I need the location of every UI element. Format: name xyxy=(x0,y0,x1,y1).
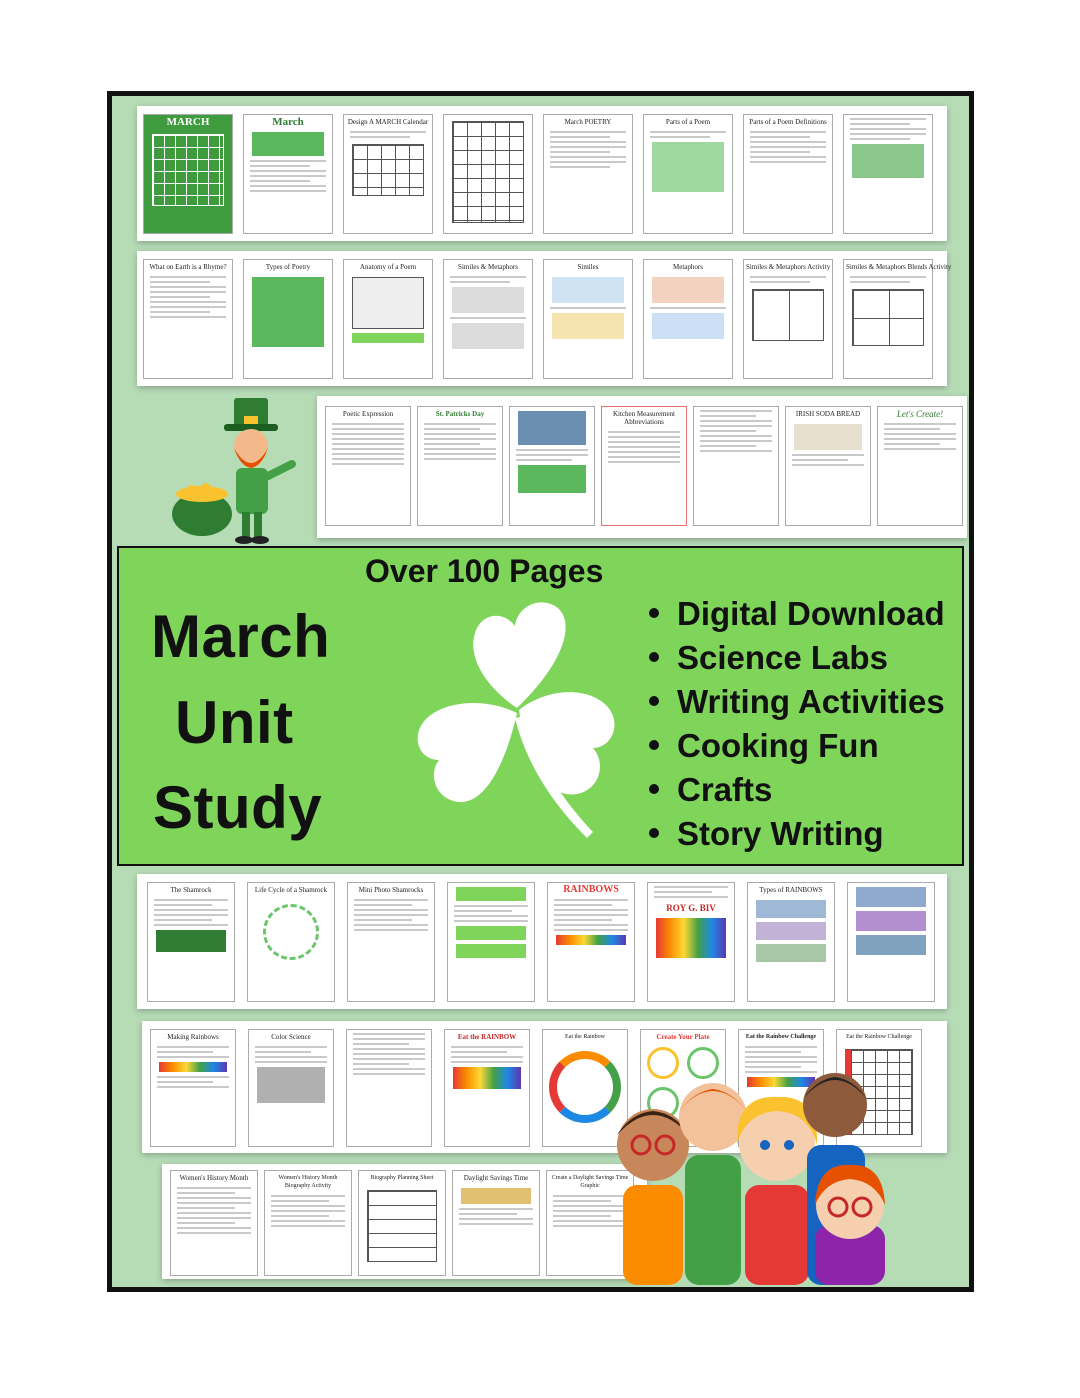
thumb-design-calendar xyxy=(343,114,433,234)
child-1 xyxy=(617,1109,689,1285)
thumb-womens-history xyxy=(170,1170,258,1276)
rainbow-photo xyxy=(856,935,926,955)
thumb-kitchen-measurements xyxy=(601,406,687,526)
thumb-title: March POETRY xyxy=(564,118,612,126)
thumb-math-shamrock xyxy=(447,882,535,1002)
thumb-metaphors xyxy=(643,259,733,379)
bullet-icon xyxy=(649,696,659,706)
child-5 xyxy=(815,1165,885,1285)
thumb-title: ROY G. BIV xyxy=(666,903,716,913)
rainbow-bar xyxy=(159,1062,227,1072)
thumb-march-page xyxy=(243,114,333,234)
thumb-biography-activity xyxy=(264,1170,352,1276)
photo xyxy=(552,277,624,303)
blank-grid xyxy=(452,121,524,223)
thumb-st-patricks xyxy=(417,406,503,526)
calendar-grid xyxy=(352,144,424,196)
clock-image xyxy=(461,1188,531,1204)
rainbow-photo xyxy=(756,900,826,918)
thumb-title: Eat the Rainbow Challenge xyxy=(846,1034,912,1040)
thumb-daylight-savings xyxy=(452,1170,540,1276)
parade-photo xyxy=(518,411,586,445)
shamrock-image xyxy=(252,132,324,156)
leprechaun-illustration xyxy=(162,396,312,546)
feature-label: Digital Download xyxy=(677,595,945,632)
thumb-title: Making Rainbows xyxy=(167,1033,219,1041)
clover-photo xyxy=(156,930,226,952)
thumb-title: Types of RAINBOWS xyxy=(759,886,823,894)
thumb-title: Mini Photo Shamrocks xyxy=(358,886,424,894)
thumb-types-of-rainbows xyxy=(747,882,835,1002)
preview-strip-6 xyxy=(162,1164,647,1279)
thumb-rainbow-photos xyxy=(847,882,935,1002)
thumb-similes xyxy=(543,259,633,379)
thumb-title: The Shamrock xyxy=(170,886,212,894)
feature-item xyxy=(649,812,945,856)
feature-label: Crafts xyxy=(677,771,773,808)
thumb-blends-activity xyxy=(843,259,952,379)
thumb-title: Women's History Month xyxy=(179,1174,249,1182)
thumb-poetic-expression xyxy=(325,406,411,526)
thumb-title: March xyxy=(272,116,304,128)
thumb-parade xyxy=(509,406,595,526)
thumb-title: Parts of a Poem Definitions xyxy=(749,118,827,126)
feature-list xyxy=(649,592,945,856)
thumb-title: What on Earth is a Rhyme? xyxy=(149,263,227,271)
happy-st-patricks-graphic xyxy=(518,465,586,493)
bullet-icon xyxy=(649,828,659,838)
thumb-poem-definitions xyxy=(743,114,833,234)
theme-mood-boxes xyxy=(352,333,424,343)
feature-label: Cooking Fun xyxy=(677,727,879,764)
thumb-similes-metaphors xyxy=(443,259,533,379)
thumb-march-poetry xyxy=(543,114,633,234)
thumb-title: MARCH xyxy=(166,116,210,128)
feature-item xyxy=(649,636,945,680)
bullet-icon xyxy=(649,740,659,750)
thumb-shamrock-lifecycle xyxy=(247,882,335,1002)
poem-diagram xyxy=(652,142,724,192)
title-line-unit: Unit xyxy=(175,689,294,756)
rainbow-border xyxy=(556,935,626,945)
thumb-title: Create Your Plate xyxy=(656,1033,710,1041)
thumb-title: Kitchen Measurement Abbreviations xyxy=(612,410,675,426)
thumb-title: Create a Daylight Savings Time Graphic xyxy=(551,1175,629,1189)
title-banner xyxy=(117,546,964,866)
photo xyxy=(552,313,624,339)
thumb-biography-planning xyxy=(358,1170,446,1276)
thumb-color-science xyxy=(248,1029,334,1147)
thumb-recipe xyxy=(693,406,779,526)
green-header xyxy=(456,887,526,901)
thumb-eat-rainbow xyxy=(444,1029,530,1147)
thumb-title: Women's History Month Biography Activity xyxy=(278,1175,338,1189)
thumb-title: Poetic Expression xyxy=(342,410,394,418)
photo xyxy=(452,287,524,313)
thumb-title: RAINBOWS xyxy=(563,884,619,895)
bullet-icon xyxy=(649,608,659,618)
feature-item xyxy=(649,592,945,636)
rainbow-photo xyxy=(756,922,826,940)
photo xyxy=(452,323,524,349)
thumb-rhyme xyxy=(143,259,233,379)
bullet-icon xyxy=(649,784,659,794)
thumb-title: Metaphors xyxy=(673,263,703,271)
thumb-title: Types of Poetry xyxy=(265,263,311,271)
thumb-title: Eat the Rainbow Challenge xyxy=(745,1034,817,1040)
thumb-parts-of-poem xyxy=(643,114,733,234)
equation-row xyxy=(456,926,526,940)
thumb-title: St. Patricks Day xyxy=(435,410,485,418)
feature-label: Writing Activities xyxy=(677,683,945,720)
rainbow-photo xyxy=(856,911,926,931)
produce-photo xyxy=(453,1067,521,1089)
feature-item xyxy=(649,768,945,812)
thumb-title: Biography Planning Sheet xyxy=(370,1175,434,1181)
calendar-grid xyxy=(152,134,224,206)
feature-label: Science Labs xyxy=(677,639,888,676)
photo xyxy=(652,277,724,303)
feature-label: Story Writing xyxy=(677,815,884,852)
poetry-types-block xyxy=(252,277,324,347)
thumb-title: Color Science xyxy=(271,1033,311,1041)
thumb-title: Life Cycle of a Shamrock xyxy=(254,886,328,894)
thumb-blank-grid xyxy=(443,114,533,234)
planning-table xyxy=(367,1190,437,1262)
preview-strip-4 xyxy=(137,874,947,1009)
thumb-title: Similes & Metaphors Activity xyxy=(746,263,831,271)
rainbow-photo xyxy=(756,944,826,962)
title-line-study: Study xyxy=(153,774,323,841)
thumb-worksheet xyxy=(346,1029,432,1147)
children-illustration xyxy=(595,1035,895,1285)
thumb-poetry-book xyxy=(843,114,933,234)
activity-grid xyxy=(852,289,924,346)
thumb-title: Eat the Rainbow xyxy=(565,1034,605,1040)
thumb-title: Similes & Metaphors Blends Activity xyxy=(846,263,952,271)
feature-item xyxy=(649,680,945,724)
poem-box xyxy=(352,277,424,329)
thumb-march-calendar xyxy=(143,114,233,234)
thumb-title: Eat the RAINBOW xyxy=(457,1033,517,1041)
thumb-types-of-poetry xyxy=(243,259,333,379)
thumb-title: Design A MARCH Calendar xyxy=(347,118,429,126)
shamrock-icon xyxy=(397,588,637,848)
child-2 xyxy=(679,1083,747,1285)
preview-strip-3 xyxy=(317,396,967,538)
thumb-title: Let's Create! xyxy=(896,409,944,419)
child-3 xyxy=(737,1097,817,1285)
book-image xyxy=(852,144,924,178)
bread-photo xyxy=(794,424,862,450)
rainbow-photo xyxy=(856,887,926,907)
thumb-title: Anatomy of a Poem xyxy=(359,263,417,271)
thumb-shamrock xyxy=(147,882,235,1002)
thumb-anatomy-poem xyxy=(343,259,433,379)
lifecycle-circle xyxy=(263,904,319,960)
thumb-soda-bread xyxy=(785,406,871,526)
equation-row xyxy=(456,944,526,958)
thumb-title: Similes & Metaphors xyxy=(458,263,518,271)
photo xyxy=(652,313,724,339)
preview-strip-2 xyxy=(137,251,952,386)
thumb-title: IRISH SODA BREAD xyxy=(795,410,861,418)
thumb-photo-shamrocks xyxy=(347,882,435,1002)
activity-grid xyxy=(752,289,824,341)
page-count-subtitle: Over 100 Pages xyxy=(365,553,604,589)
rainbow-bars xyxy=(656,918,726,958)
feature-item xyxy=(649,724,945,768)
thumb-lets-create xyxy=(877,406,963,526)
thumb-rainbows xyxy=(547,882,635,1002)
prism-image xyxy=(257,1067,325,1103)
thumb-title: Parts of a Poem xyxy=(665,118,711,126)
thumb-title: Similes xyxy=(577,263,599,271)
bullet-icon xyxy=(649,652,659,662)
thumb-similes-activity xyxy=(743,259,833,379)
thumb-title: Daylight Savings Time xyxy=(463,1174,529,1182)
thumb-making-rainbows xyxy=(150,1029,236,1147)
thumb-roy-g-biv xyxy=(647,882,735,1002)
preview-strip-1 xyxy=(137,106,947,241)
title-line-march: March xyxy=(151,603,331,670)
